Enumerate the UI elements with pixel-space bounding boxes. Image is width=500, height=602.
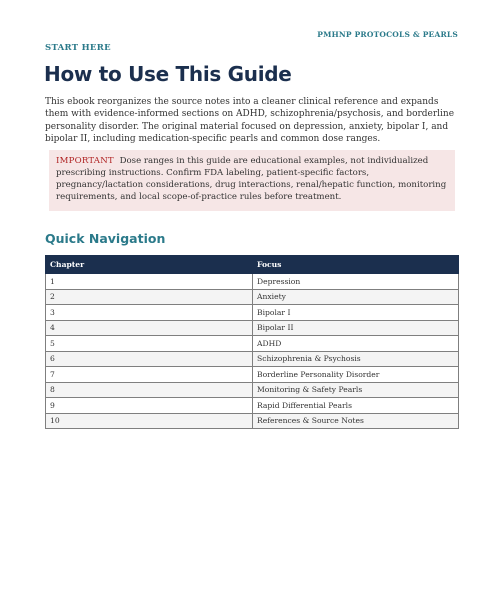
focus-cell: ADHD	[253, 336, 459, 352]
column-header-focus: Focus	[253, 256, 459, 274]
table-row	[46, 274, 459, 290]
chapter-cell: 3	[46, 305, 253, 321]
callout-label: IMPORTANT	[56, 156, 114, 166]
table-row	[46, 398, 459, 414]
chapter-cell: 4	[46, 320, 253, 336]
quick-navigation-table	[45, 255, 459, 429]
quick-navigation-heading: Quick Navigation	[45, 231, 166, 246]
table-header-row	[46, 256, 459, 274]
running-header: PMHNP PROTOCOLS & PEARLS	[317, 30, 458, 39]
chapter-cell: 2	[46, 289, 253, 305]
table-row	[46, 351, 459, 367]
table-row	[46, 413, 459, 429]
intro-paragraph: This ebook reorganizes the source notes into a cleaner clinical reference and expands them with evidence-informed sections on ADHD, schizophrenia/psychosis, and borderline personality disorder. The original material focused on depression, anxiety, bipolar I, and bipolar II, including medication-specific pearls and common dose ranges.	[45, 97, 455, 144]
focus-cell: Depression	[253, 274, 459, 290]
table-row	[46, 382, 459, 398]
chapter-cell: 9	[46, 398, 253, 414]
focus-cell: References & Source Notes	[253, 413, 459, 429]
chapter-cell: 7	[46, 367, 253, 383]
column-header-chapter: Chapter	[46, 256, 253, 274]
chapter-cell: 1	[46, 274, 253, 290]
chapter-cell: 8	[46, 382, 253, 398]
focus-cell: Monitoring & Safety Pearls	[253, 382, 459, 398]
table-row	[46, 289, 459, 305]
page-title: How to Use This Guide	[44, 62, 292, 86]
table-row	[46, 367, 459, 383]
focus-cell: Borderline Personality Disorder	[253, 367, 459, 383]
table-row	[46, 305, 459, 321]
table-row	[46, 336, 459, 352]
section-kicker: START HERE	[45, 43, 111, 53]
callout-text: Dose ranges in this guide are educational examples, not individualized prescribing instructions. Confirm FDA labeling, patient-specific factors, pregnancy/lactation considerations, drug interactions, renal/hepatic function, monitoring requirements, and local scope-of-practice rules before treatment.	[56, 156, 447, 202]
focus-cell: Anxiety	[253, 289, 459, 305]
focus-cell: Schizophrenia & Psychosis	[253, 351, 459, 367]
important-callout	[49, 150, 455, 211]
chapter-cell: 10	[46, 413, 253, 429]
focus-cell: Rapid Differential Pearls	[253, 398, 459, 414]
focus-cell: Bipolar I	[253, 305, 459, 321]
chapter-cell: 5	[46, 336, 253, 352]
chapter-cell: 6	[46, 351, 253, 367]
table-row	[46, 320, 459, 336]
focus-cell: Bipolar II	[253, 320, 459, 336]
